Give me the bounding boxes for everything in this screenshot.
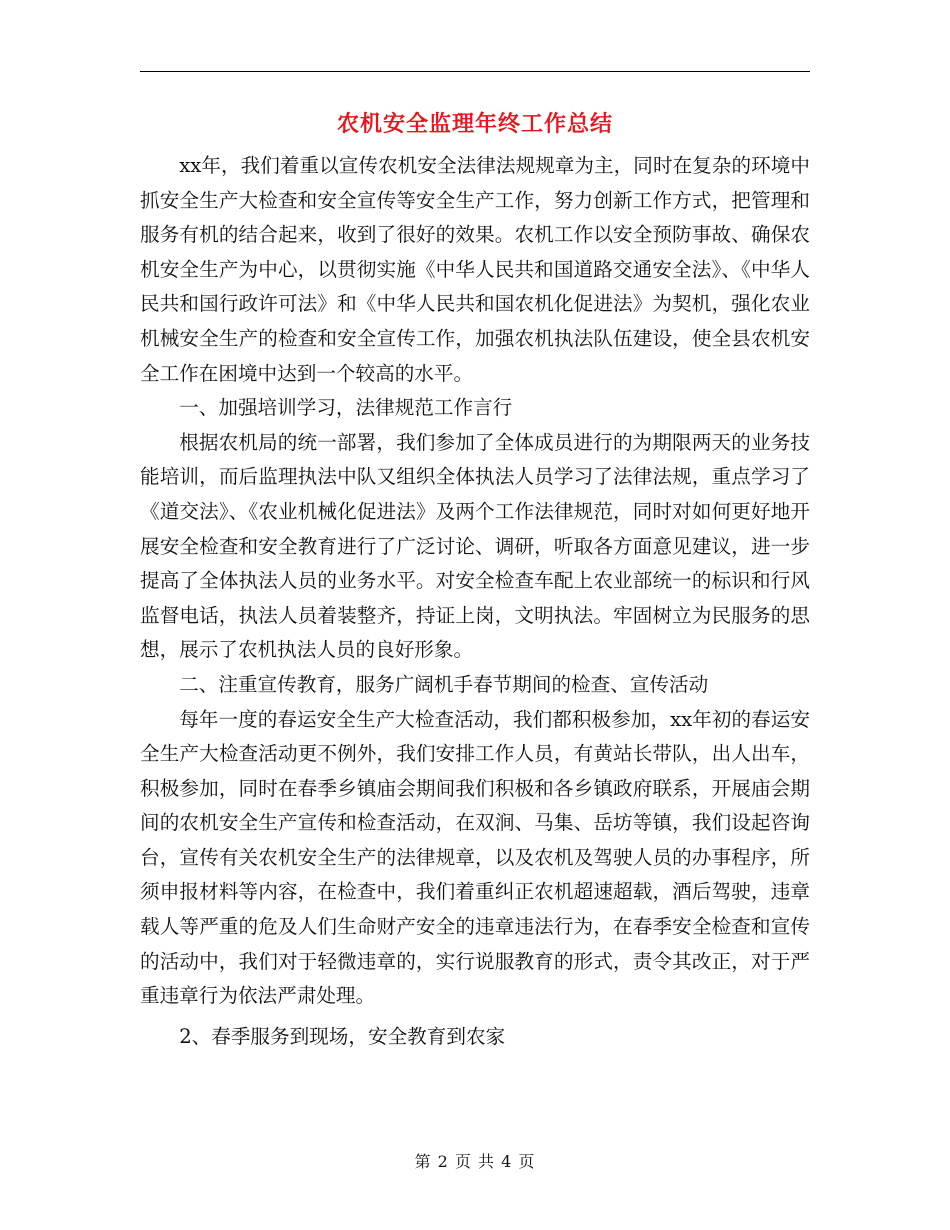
section-heading-1: 一、加强培训学习，法律规范工作言行 bbox=[179, 396, 513, 420]
section-1-paragraph: 根据农机局的统一部署，我们参加了全体成员进行的为期限两天的业务技能培训，而后监理执法中队又组织全体执法人员学习了法律法规，重点学习了《道交法》、《农业机械化促进法》及两个工作法律规范，同时对如何更好地开展安全检查和安全教育进行了广泛讨论、调研，听取各方面意见建议，进一步提高了全体执法人员的业务水平。对安全检查车配上农业部统一的标识和行风监督电话，执法人员着装整齐，持证上岗，文明执法。牢固树立为民服务的思想，展示了农机执法人员的良好形象。 bbox=[140, 430, 810, 662]
intro-paragraph: xx年，我们着重以宣传农机安全法律法规规章为主，同时在复杂的环境中抓安全生产大检查和安全宣传等安全生产工作，努力创新工作方式，把管理和服务有机的结合起来，收到了很好的效果。农机工作以安全预防事故、确保农机安全生产为中心，以贯彻实施《中华人民共和国道路交通安全法》、《中华人民共和国行政许可法》和《中华人民共和国农机化促进法》为契机，强化农业机械安全生产的检查和安全宣传工作，加强农机执法队伍建设，使全县农机安全工作在困境中达到一个较高的水平。 bbox=[140, 154, 810, 385]
section-2-paragraph: 每年一度的春运安全生产大检查活动，我们都积极参加，xx年初的春运安全生产大检查活动更不例外，我们安排工作人员，有黄站长带队，出人出车，积极参加，同时在春季乡镇庙会期间我们积极和各乡镇政府联系，开展庙会期间的农机安全生产宣传和检查活动，在双涧、马集、岳坊等镇，我们设起咨询台，宣传有关农机安全生产的法律规章，以及农机及驾驶人员的办事程序，所须申报材料等内容，在检查中，我们着重纠正农机超速超载，酒后驾驶，违章载人等严重的危及人们生命财产安全的违章违法行为，在春季安全检查和宣传的活动中，我们对于轻微违章的，实行说服教育的形式，责令其改正，对于严重违章行为依法严肃处理。 bbox=[140, 707, 810, 1008]
section-heading-2: 二、注重宣传教育，服务广阔机手春节期间的检查、宣传活动 bbox=[179, 672, 709, 696]
document-title: 农机安全监理年终工作总结 bbox=[336, 112, 613, 137]
page-number-footer: 第 2 页 共 4 页 bbox=[414, 1152, 536, 1171]
header-rule bbox=[140, 71, 810, 72]
subsection-heading-2: 2、春季服务到现场，安全教育到农家 bbox=[179, 1024, 506, 1048]
document-body bbox=[140, 149, 810, 1054]
